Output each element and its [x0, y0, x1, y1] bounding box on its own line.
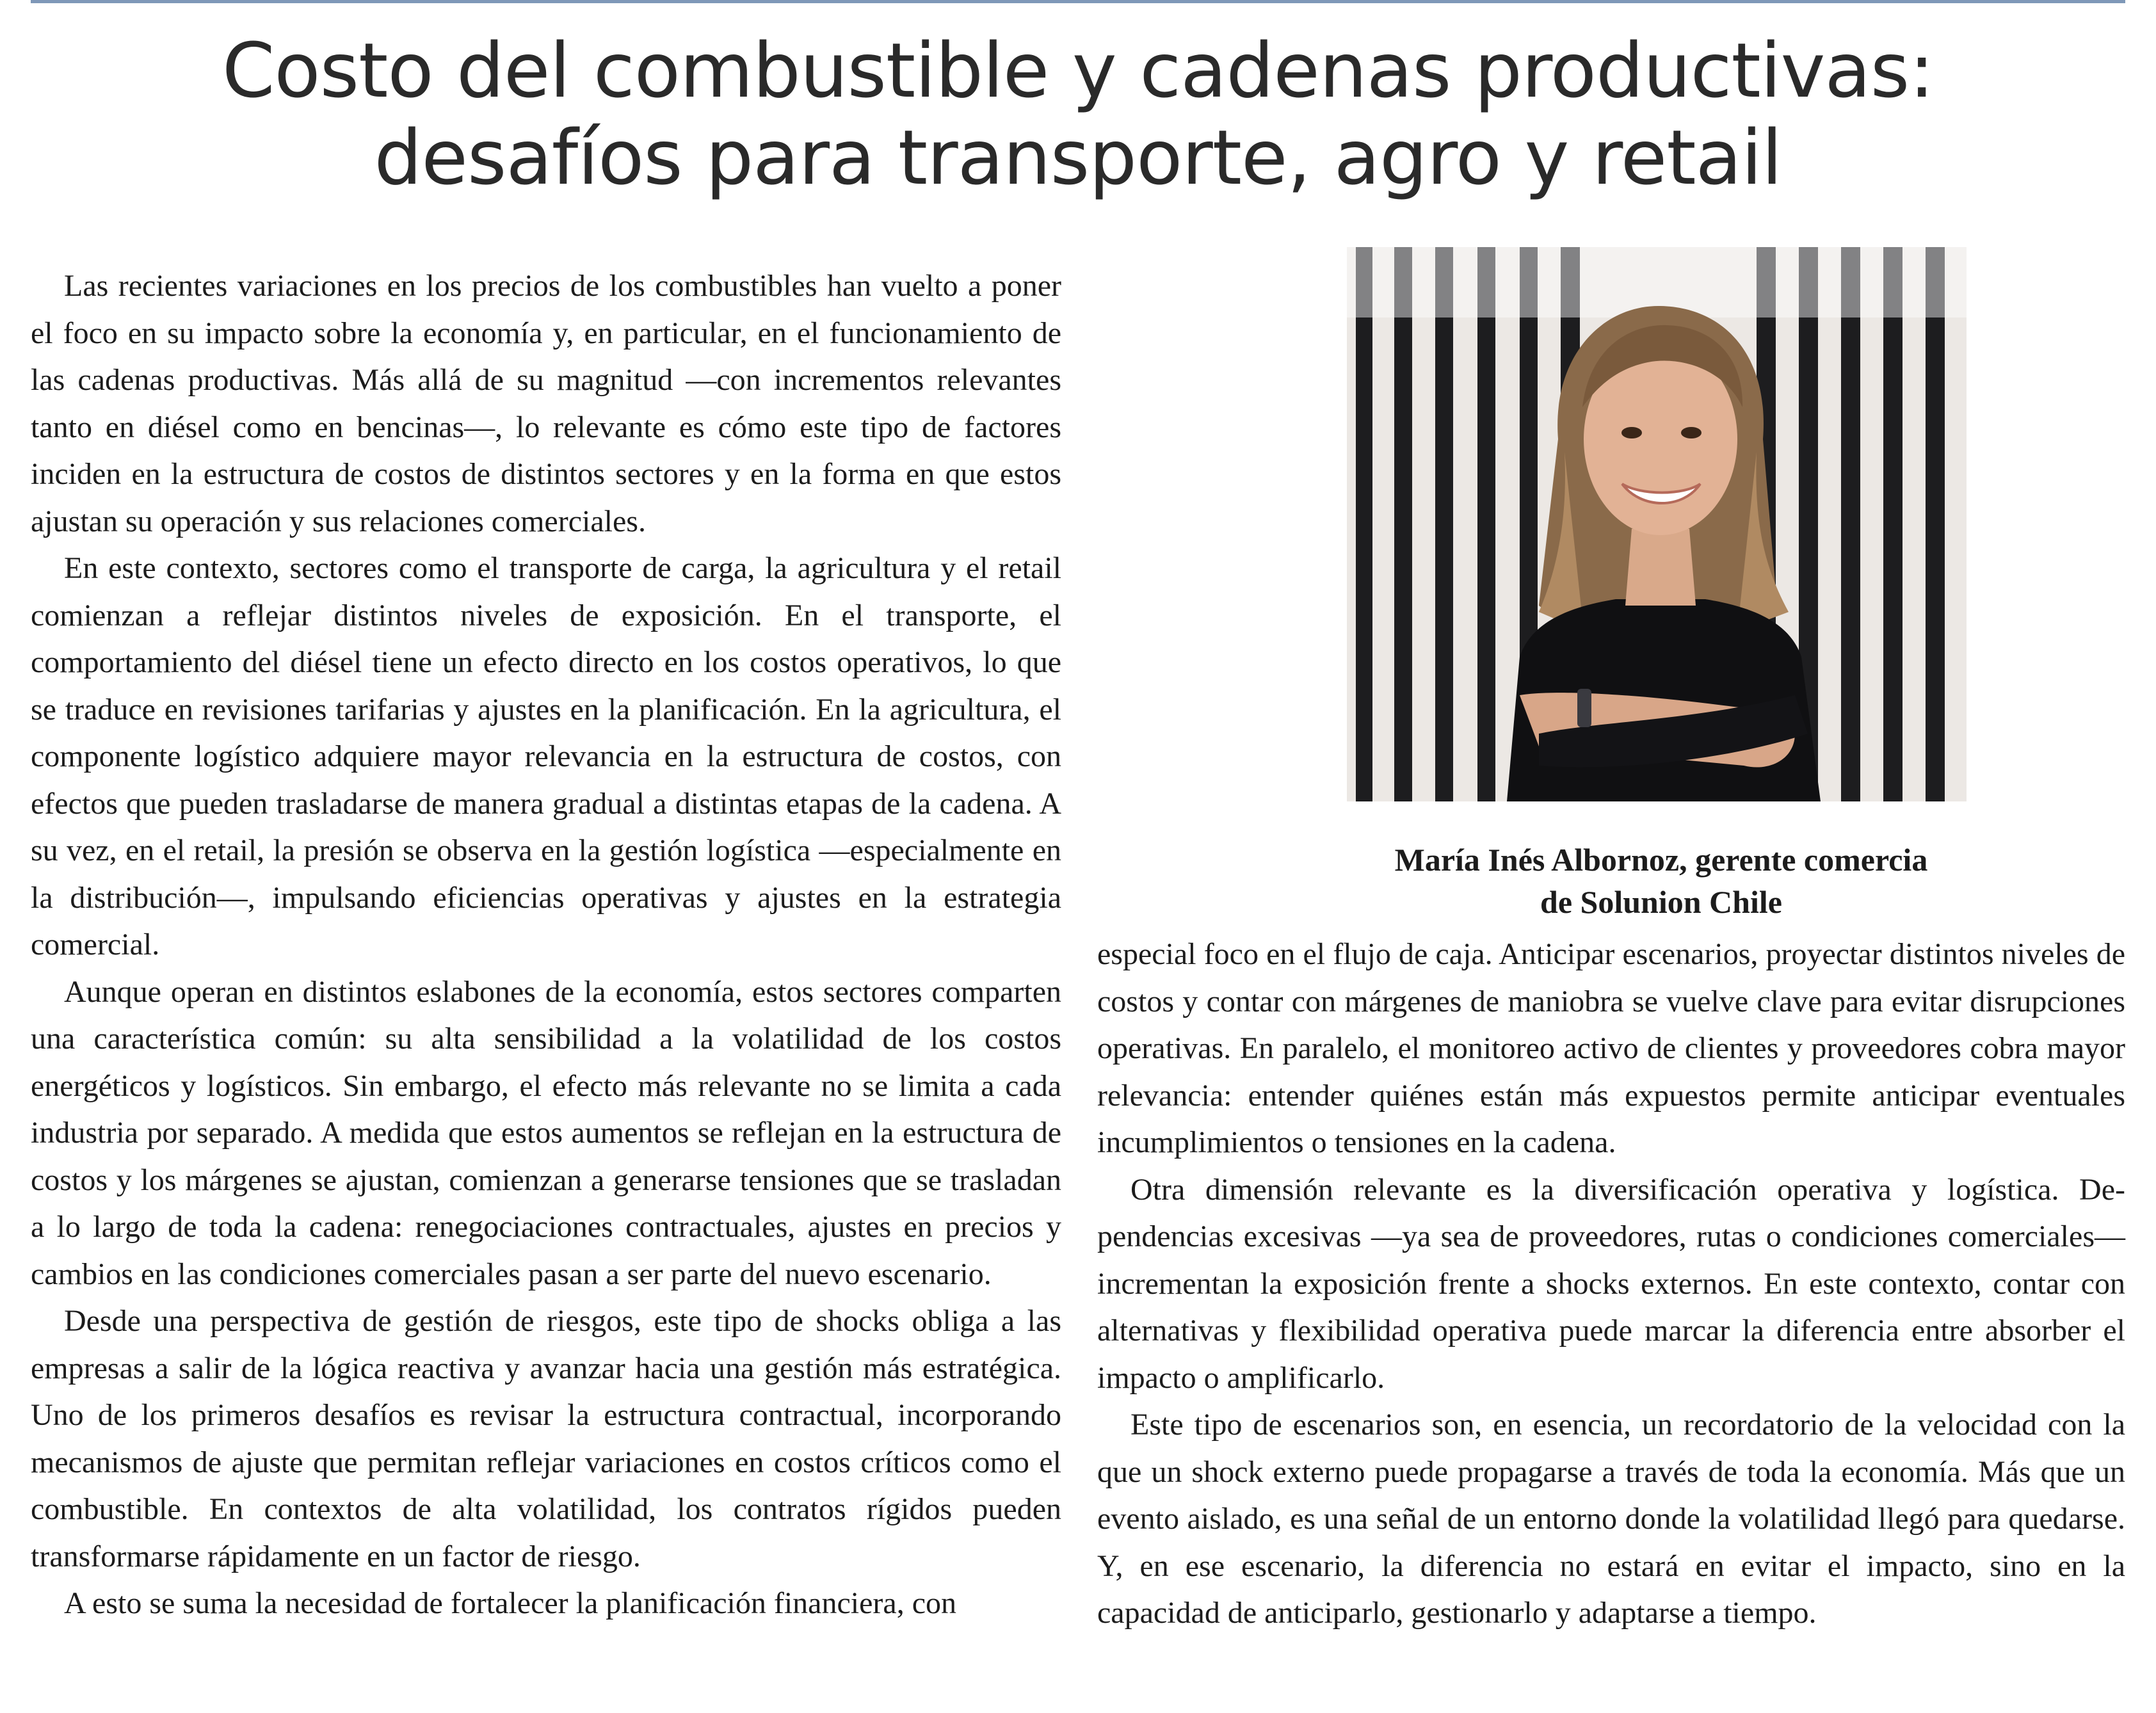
article-paragraph-3: Aunque operan en distintos eslabones de la economía, estos sectores comparten una característica común: su alta sensibilidad a la volatilidad de los costos energéticos y logísticos. Sin embargo, el efecto más relevante no se limita a cada industria por separado. A medida que estos aumentos se reflejan en la estructura de costos y los márgenes se ajustan, comienzan a generarse tensiones que se trasladan a lo largo de toda la cadena: renegociaciones contractuales, ajustes en precios y cambios en las condiciones comerciales pasan a ser parte del nuevo escenario.	[31, 974, 1061, 1291]
article-paragraph-2: En este contexto, sectores como el transporte de carga, la agricultura y el retail comienzan a reflejar distintos niveles de exposición. En el transporte, el comportamiento del diésel tiene un efecto directo en los costos operativos, lo que se traduce en revisiones tarifarias y ajustes en la planificación. En la agricultura, el componente logístico adquiere mayor relevancia en la estructura de costos, con efectos que pueden trasladarse de manera gradual a distintas etapas de la cadena. A su vez, en el retail, la presión se observa en la gestión logística —especialmente en la distribución—, impulsando eficiencias operativas y ajustes en la estrategia comercial.	[31, 551, 1061, 961]
caption-line-1: María Inés Albornoz, gerente comercia	[1394, 842, 1928, 878]
top-rule	[31, 0, 2125, 3]
headline-line-1: Costo del combustible y cadenas productivas:	[222, 26, 1934, 115]
article-paragraph-4: Desde una perspectiva de gestión de riesgos, este tipo de shocks obliga a las empresas a salir de la lógica reactiva y avanzar hacia una gestión más estratégica. Uno de los primeros desafíos es revisar la estructura contractual, incorporando mecanismos de ajuste que permitan reflejar variaciones en costos críticos como el combustible. En contextos de alta volatilidad, los contratos rígidos pueden transformarse rápidamente en un factor de riesgo.	[31, 1304, 1061, 1573]
photo-caption	[1216, 839, 2106, 923]
headline-line-2: desafíos para transporte, agro y retail	[374, 113, 1782, 202]
article-column-left	[31, 262, 1061, 1627]
portrait-illustration	[1347, 247, 1967, 801]
article-column-right	[1097, 931, 2125, 1637]
article-paragraph-8: Este tipo de escenarios son, en esencia, un recordatorio de la velocidad con la que un shock externo puede propagarse a través de toda la economía. Más que un evento aislado, es una señal de un entorno donde la volatilidad llegó para quedarse. Y, en ese escenario, la diferencia no estará en evitar el impacto, sino en la capacidad de anticiparlo, gestionarlo y adaptarse a tiempo.	[1097, 1408, 2125, 1630]
caption-line-2: de Solunion Chile	[1540, 884, 1782, 920]
portrait-photo	[1347, 247, 1967, 801]
article-paragraph-1: Las recientes variaciones en los precios de los combustibles han vuelto a poner el foco en su impacto sobre la economía y, en particular, en el funcionamiento de las cadenas productivas. Más allá de su magnitud —con incrementos relevantes tanto en diésel como en bencinas—, lo relevante es cómo este tipo de factores inciden en la estructura de costos de distintos sectores y en la forma en que estos ajustan su operación y sus relaciones comerciales.	[31, 269, 1061, 538]
headline	[64, 27, 2092, 201]
article-paragraph-6: especial foco en el flujo de caja. Anticipar escenarios, proyectar distintos niveles de costos y contar con márgenes de maniobra se vuelve clave para evitar disrupciones operativas. En paralelo, el monitoreo activo de clientes y proveedores cobra mayor relevancia: entender quiénes están más expuestos permite anticipar eventuales incumplimientos o tensiones en la cadena.	[1097, 937, 2125, 1159]
article-paragraph-7: Otra dimensión relevante es la diversificación operativa y logística. Dependencias excesivas —ya sea de proveedores, rutas o condiciones comerciales—incrementan la exposición frente a shocks externos. En este contexto, contar con alternativas y flexibilidad operativa puede marcar la diferencia entre absorber el impacto o amplificarlo.	[1097, 1172, 2125, 1395]
article-paragraph-5: A esto se suma la necesidad de fortalecer la planificación financiera, con	[64, 1586, 957, 1620]
